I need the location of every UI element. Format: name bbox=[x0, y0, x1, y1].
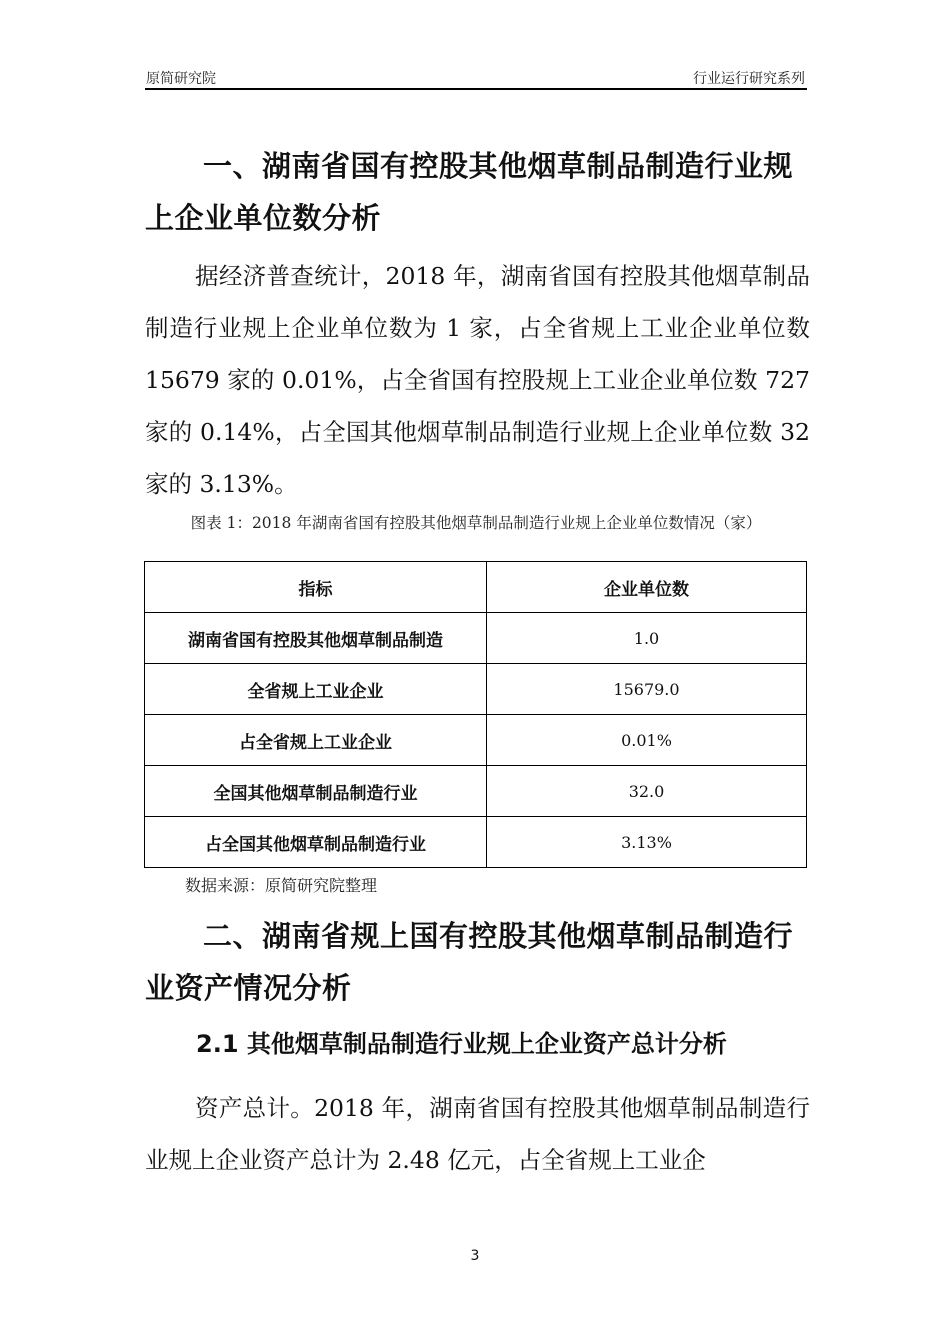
table-caption: 图表 1：2018 年湖南省国有控股其他烟草制品制造行业规上企业单位数情况（家） bbox=[190, 514, 762, 532]
row-label: 全省规上工业企业 bbox=[145, 664, 487, 715]
row-value: 15679.0 bbox=[487, 664, 807, 715]
row-value: 3.13% bbox=[487, 817, 807, 868]
table-row bbox=[145, 613, 807, 664]
data-table bbox=[144, 561, 807, 868]
table-row bbox=[145, 817, 807, 868]
table-row bbox=[145, 766, 807, 817]
section-1-heading: 一、湖南省国有控股其他烟草制品制造行业规上企业单位数分析 bbox=[145, 149, 794, 235]
section-2-1-subheading: 2.1 其他烟草制品制造行业规上企业资产总计分析 bbox=[196, 1030, 727, 1058]
section-1-paragraph: 据经济普查统计，2018 年，湖南省国有控股其他烟草制品制造行业规上企业单位数为 1 家，占全省规上工业企业单位数 15679 家的 0.01%，占全省国有控股规上工业企业单位数 727 家的 0.14%，占全国其他烟草制品制造行业规上企业单位数 32 家的 3.13%。 bbox=[145, 262, 810, 498]
row-label: 全国其他烟草制品制造行业 bbox=[145, 766, 487, 817]
header-right-text: 行业运行研究系列 bbox=[693, 71, 805, 87]
row-label: 占全省规上工业企业 bbox=[145, 715, 487, 766]
row-label: 湖南省国有控股其他烟草制品制造 bbox=[145, 613, 487, 664]
row-value: 0.01% bbox=[487, 715, 807, 766]
table-source-note: 数据来源：原简研究院整理 bbox=[185, 876, 378, 895]
row-label: 占全国其他烟草制品制造行业 bbox=[145, 817, 487, 868]
row-value: 32.0 bbox=[487, 766, 807, 817]
table-row bbox=[145, 715, 807, 766]
row-value: 1.0 bbox=[487, 613, 807, 664]
table-header-indicator: 指标 bbox=[145, 562, 487, 613]
section-2-heading: 二、湖南省规上国有控股其他烟草制品制造行业资产情况分析 bbox=[145, 919, 794, 1005]
table-header-row bbox=[145, 562, 807, 613]
table-header-count: 企业单位数 bbox=[487, 562, 807, 613]
header-divider bbox=[145, 88, 807, 90]
section-2-paragraph: 资产总计。2018 年，湖南省国有控股其他烟草制品制造行业规上企业资产总计为 2.48 亿元，占全省规上工业企 bbox=[145, 1094, 810, 1174]
page-number: 3 bbox=[470, 1248, 480, 1264]
table-row bbox=[145, 664, 807, 715]
header-left-text: 原简研究院 bbox=[146, 71, 216, 87]
